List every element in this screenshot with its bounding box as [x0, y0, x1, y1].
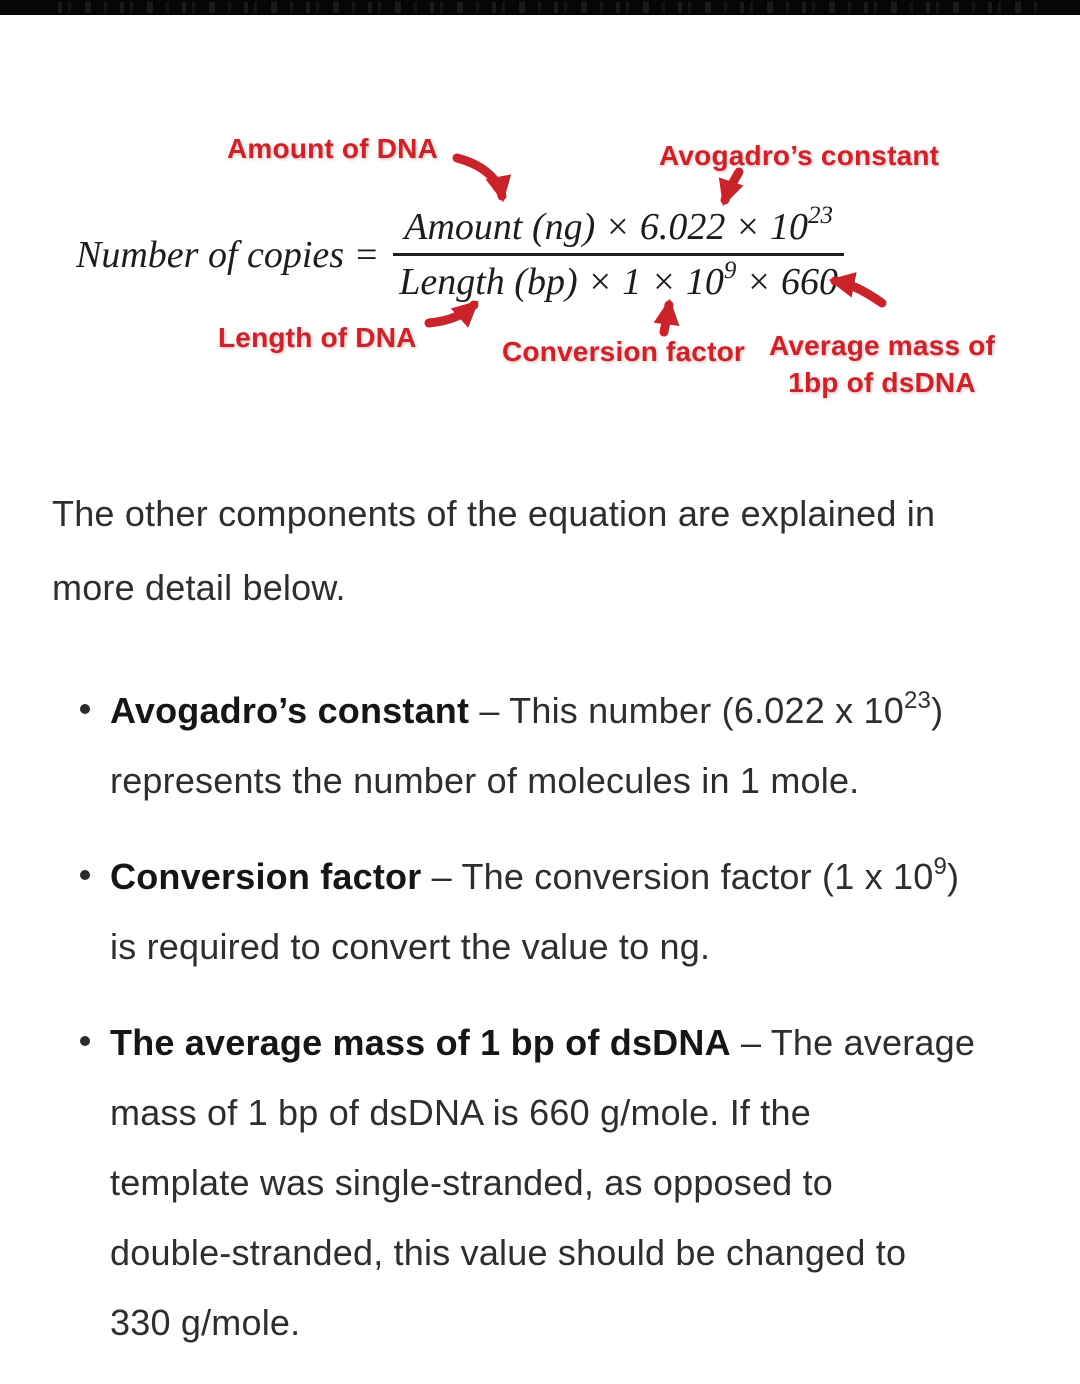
- intro-paragraph: [52, 477, 935, 625]
- amount-arrow: [457, 158, 502, 196]
- bullet-line: [110, 912, 1040, 982]
- label-average-mass: [768, 327, 996, 401]
- numerator-text: Amount (ng) × 6.022 × 10: [404, 206, 809, 248]
- formula-fraction: [393, 204, 844, 305]
- bullet-line: [110, 842, 1040, 912]
- label-amount-of-dna: Amount of DNA: [227, 133, 439, 164]
- bullet-line: [110, 676, 1040, 746]
- formula-denominator: [393, 259, 844, 305]
- bullet-line: [110, 1288, 1040, 1358]
- bullet-list: [80, 676, 1040, 1384]
- text-segment: mass of 1 bp of dsDNA is 660 g/mole. If the: [110, 1092, 811, 1133]
- bullet-item: [80, 842, 1040, 982]
- text-segment: – The average: [730, 1022, 976, 1063]
- denominator-tail: × 660: [736, 261, 839, 303]
- superscript: 9: [933, 853, 948, 880]
- formula-numerator: [398, 204, 839, 250]
- text-segment: – This number (6.022 x 10: [469, 690, 904, 731]
- bullet-dot: [80, 704, 90, 714]
- cropped-top-bar: [0, 0, 1080, 15]
- bullet-dot: [80, 870, 90, 880]
- bullet-line: [110, 746, 1040, 816]
- label-average-mass-line2: 1bp of dsDNA: [788, 367, 976, 398]
- bullet-line: [110, 1008, 1040, 1078]
- superscript: 23: [903, 687, 932, 714]
- denominator-text: Length (bp) × 1 × 10: [399, 261, 724, 303]
- bullet-dot: [80, 1036, 90, 1046]
- text-segment: ): [947, 856, 960, 897]
- bullet-item: [80, 676, 1040, 816]
- formula: [76, 204, 844, 305]
- bold-term: The average mass of 1 bp of dsDNA: [110, 1022, 731, 1063]
- text-segment: 330 g/mole.: [110, 1302, 301, 1343]
- text-segment: double-stranded, this value should be changed to: [110, 1232, 907, 1273]
- bullet-line: [110, 1148, 1040, 1218]
- text-segment: template was single-stranded, as opposed to: [110, 1162, 834, 1203]
- bullet-line: [110, 1078, 1040, 1148]
- intro-line: more detail below.: [52, 567, 346, 608]
- intro-line: The other components of the equation are explained in: [52, 493, 936, 534]
- conversion-arrow: [664, 305, 669, 332]
- fraction-bar: [393, 253, 844, 256]
- length-arrow: [429, 305, 474, 323]
- label-conversion-factor: Conversion factor: [502, 336, 745, 367]
- label-average-mass-line1: Average mass of: [768, 330, 996, 361]
- text-segment: is required to convert the value to ng.: [110, 926, 711, 967]
- numerator-exponent: 23: [808, 202, 834, 230]
- avogadro-arrow: [725, 172, 739, 200]
- bullet-line: [110, 1218, 1040, 1288]
- bold-term: Conversion factor: [110, 856, 422, 897]
- bullet-item: [80, 1008, 1040, 1358]
- text-segment: represents the number of molecules in 1 mole.: [110, 760, 860, 801]
- denominator-exponent: 9: [723, 257, 737, 285]
- label-avogadros-constant: Avogadro’s constant: [659, 140, 940, 171]
- text-segment: – The conversion factor (1 x 10: [421, 856, 934, 897]
- formula-lhs: Number of copies =: [76, 233, 380, 276]
- text-segment: ): [931, 690, 944, 731]
- bold-term: Avogadro’s constant: [110, 690, 470, 731]
- label-length-of-dna: Length of DNA: [218, 322, 417, 353]
